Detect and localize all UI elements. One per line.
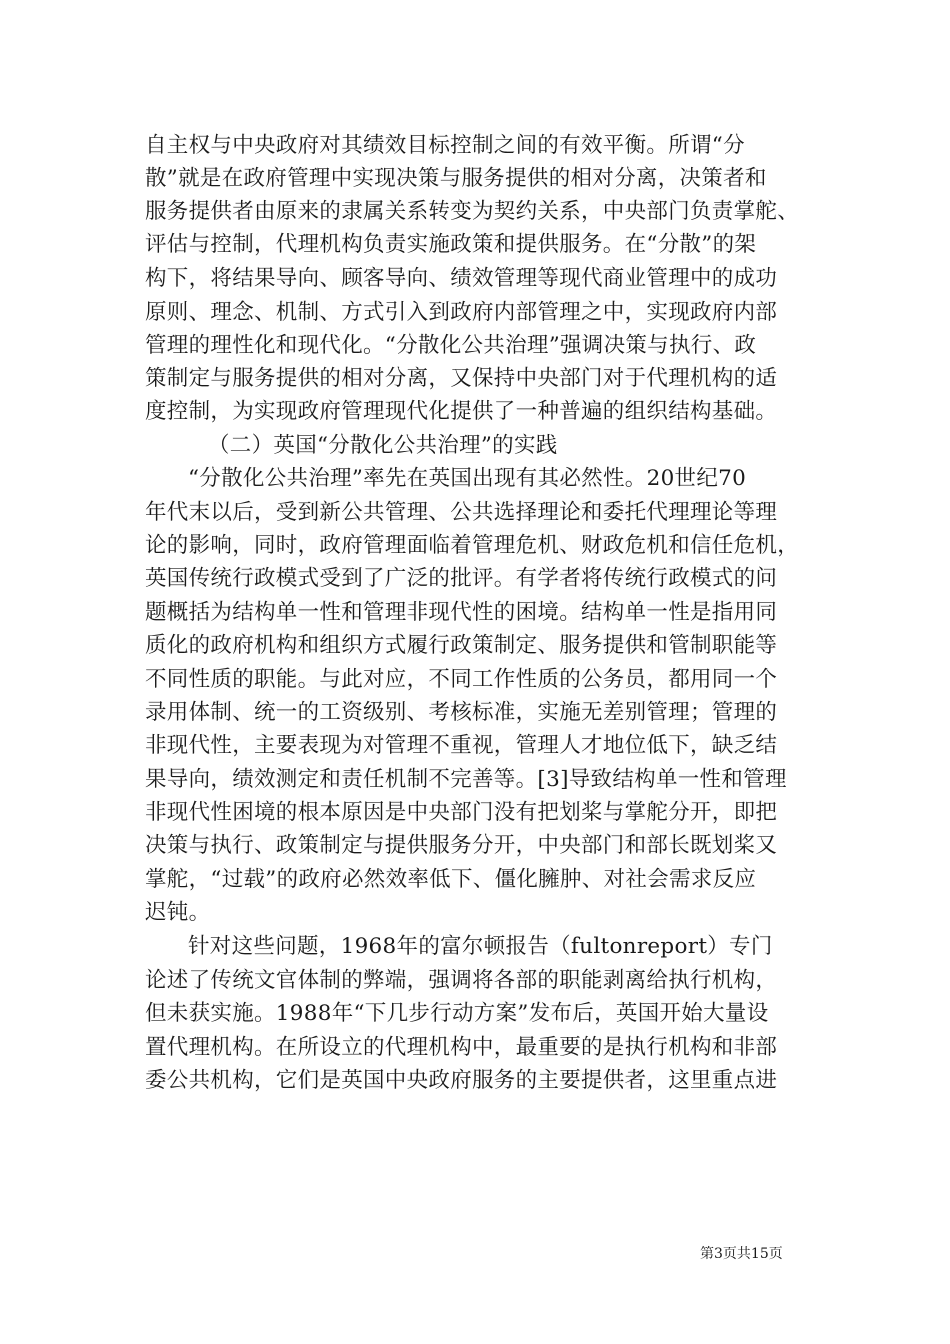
text-line-23: 掌舵，“过载”的政府必然效率低下、僵化臃肿、对社会需求反应 — [145, 867, 757, 892]
text-line-12: 年代末以后，受到新公共管理、公共选择理论和委托代理理论等理 — [145, 500, 778, 525]
text-line-15: 题概括为结构单一性和管理非现代性的困境。结构单一性是指用同 — [145, 600, 778, 625]
text-line-2: 散”就是在政府管理中实现决策与服务提供的相对分离，决策者和 — [145, 166, 767, 191]
text-line-21: 非现代性困境的根本原因是中央部门没有把划桨与掌舵分开，即把 — [145, 800, 778, 825]
text-line-24: 迟钝。 — [145, 900, 211, 925]
text-line-20: 果导向，绩效测定和责任机制不完善等。[3]导致结构单一性和管理 — [145, 767, 787, 792]
page-number-footer: 第3页共15页 — [700, 1246, 783, 1262]
text-line-22: 决策与执行、政策制定与提供服务分开，中央部门和部长既划桨又 — [145, 833, 778, 858]
text-line-5: 构下，将结果导向、顾客导向、绩效管理等现代商业管理中的成功 — [145, 266, 778, 291]
text-line-19: 非现代性，主要表现为对管理不重视，管理人才地位低下，缺乏结 — [145, 733, 778, 758]
text-line-13: 论的影响，同时，政府管理面临着管理危机、财政危机和信任危机， — [145, 533, 800, 558]
text-line-11: “分散化公共治理”率先在英国出现有其必然性。20世纪70 — [188, 466, 747, 491]
text-line-6: 原则、理念、机制、方式引入到政府内部管理之中，实现政府内部 — [145, 300, 778, 325]
text-line-16: 质化的政府机构和组织方式履行政策制定、服务提供和管制职能等 — [145, 633, 778, 658]
text-line-28: 置代理机构。在所设立的代理机构中，最重要的是执行机构和非部 — [145, 1035, 778, 1060]
text-line-8: 策制定与服务提供的相对分离，又保持中央部门对于代理机构的适 — [145, 366, 778, 391]
text-line-27: 但未获实施。1988年“下几步行动方案”发布后，英国开始大量设 — [145, 1001, 769, 1026]
text-line-9: 度控制，为实现政府管理现代化提供了一种普遍的组织结构基础。 — [145, 399, 778, 424]
text-line-4: 评估与控制，代理机构负责实施政策和提供服务。在“分散”的架 — [145, 232, 757, 257]
text-line-29: 委公共机构，它们是英国中央政府服务的主要提供者，这里重点进 — [145, 1068, 778, 1093]
text-line-17: 不同性质的职能。与此对应，不同工作性质的公务员，都用同一个 — [145, 667, 778, 692]
text-line-1: 自主权与中央政府对其绩效目标控制之间的有效平衡。所谓“分 — [145, 133, 745, 158]
text-line-3: 服务提供者由原来的隶属关系转变为契约关系，中央部门负责掌舵、 — [145, 199, 800, 224]
text-line-26: 论述了传统文官体制的弊端，强调将各部的职能剥离给执行机构， — [145, 968, 778, 993]
text-line-18: 录用体制、统一的工资级别、考核标准，实施无差别管理；管理的 — [145, 700, 778, 725]
section-heading: （二）英国“分散化公共治理”的实践 — [208, 433, 558, 458]
text-line-14: 英国传统行政模式受到了广泛的批评。有学者将传统行政模式的问 — [145, 566, 778, 591]
text-line-7: 管理的理性化和现代化。“分散化公共治理”强调决策与执行、政 — [145, 333, 757, 358]
text-line-25: 针对这些问题，1968年的富尔顿报告（fultonreport）专门 — [188, 934, 773, 959]
